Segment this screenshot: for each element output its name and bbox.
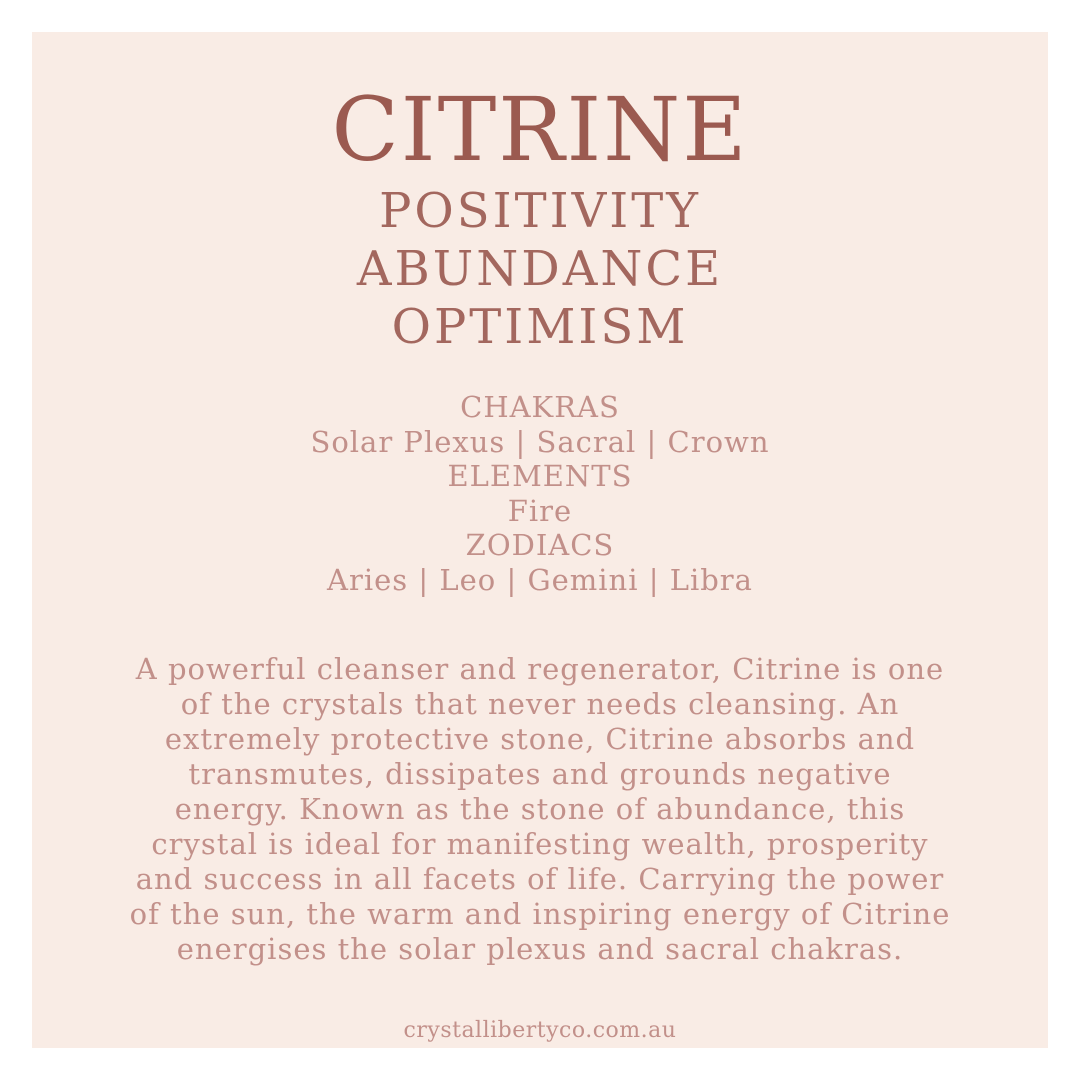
crystal-properties <box>32 390 1048 597</box>
description-line: transmutes, dissipates and grounds negative <box>188 757 892 791</box>
description-line: and success in all facets of life. Carrying the power <box>135 862 945 896</box>
crystal-keywords <box>32 182 1048 356</box>
website-url: crystallibertyco.com.au <box>403 1018 677 1043</box>
description-line: extremely protective stone, Citrine absorbs and <box>164 722 916 756</box>
description-line: of the sun, the warm and inspiring energy of Citrine <box>129 897 951 931</box>
description-line: of the crystals that never needs cleansing. An <box>180 687 900 721</box>
description-line: crystal is ideal for manifesting wealth, prosperity <box>151 827 929 861</box>
crystal-description <box>32 652 1048 967</box>
crystal-title: CITRINE <box>331 78 749 181</box>
zodiacs-value: Aries | Leo | Gemini | Libra <box>327 562 753 597</box>
crystal-card <box>32 32 1048 1048</box>
keyword-abundance: ABUNDANCE <box>356 241 724 297</box>
chakras-heading: CHAKRAS <box>460 390 620 424</box>
elements-value: Fire <box>507 493 573 528</box>
keyword-positivity: POSITIVITY <box>379 183 701 239</box>
description-line: A powerful cleanser and regenerator, Citrine is one <box>135 652 945 686</box>
description-line: energy. Known as the stone of abundance, this <box>174 792 906 826</box>
description-line: energises the solar plexus and sacral chakras. <box>176 932 904 966</box>
chakras-value: Solar Plexus | Sacral | Crown <box>310 424 770 459</box>
elements-heading: ELEMENTS <box>447 459 633 493</box>
keyword-optimism: OPTIMISM <box>391 299 689 355</box>
zodiacs-heading: ZODIACS <box>465 528 615 562</box>
